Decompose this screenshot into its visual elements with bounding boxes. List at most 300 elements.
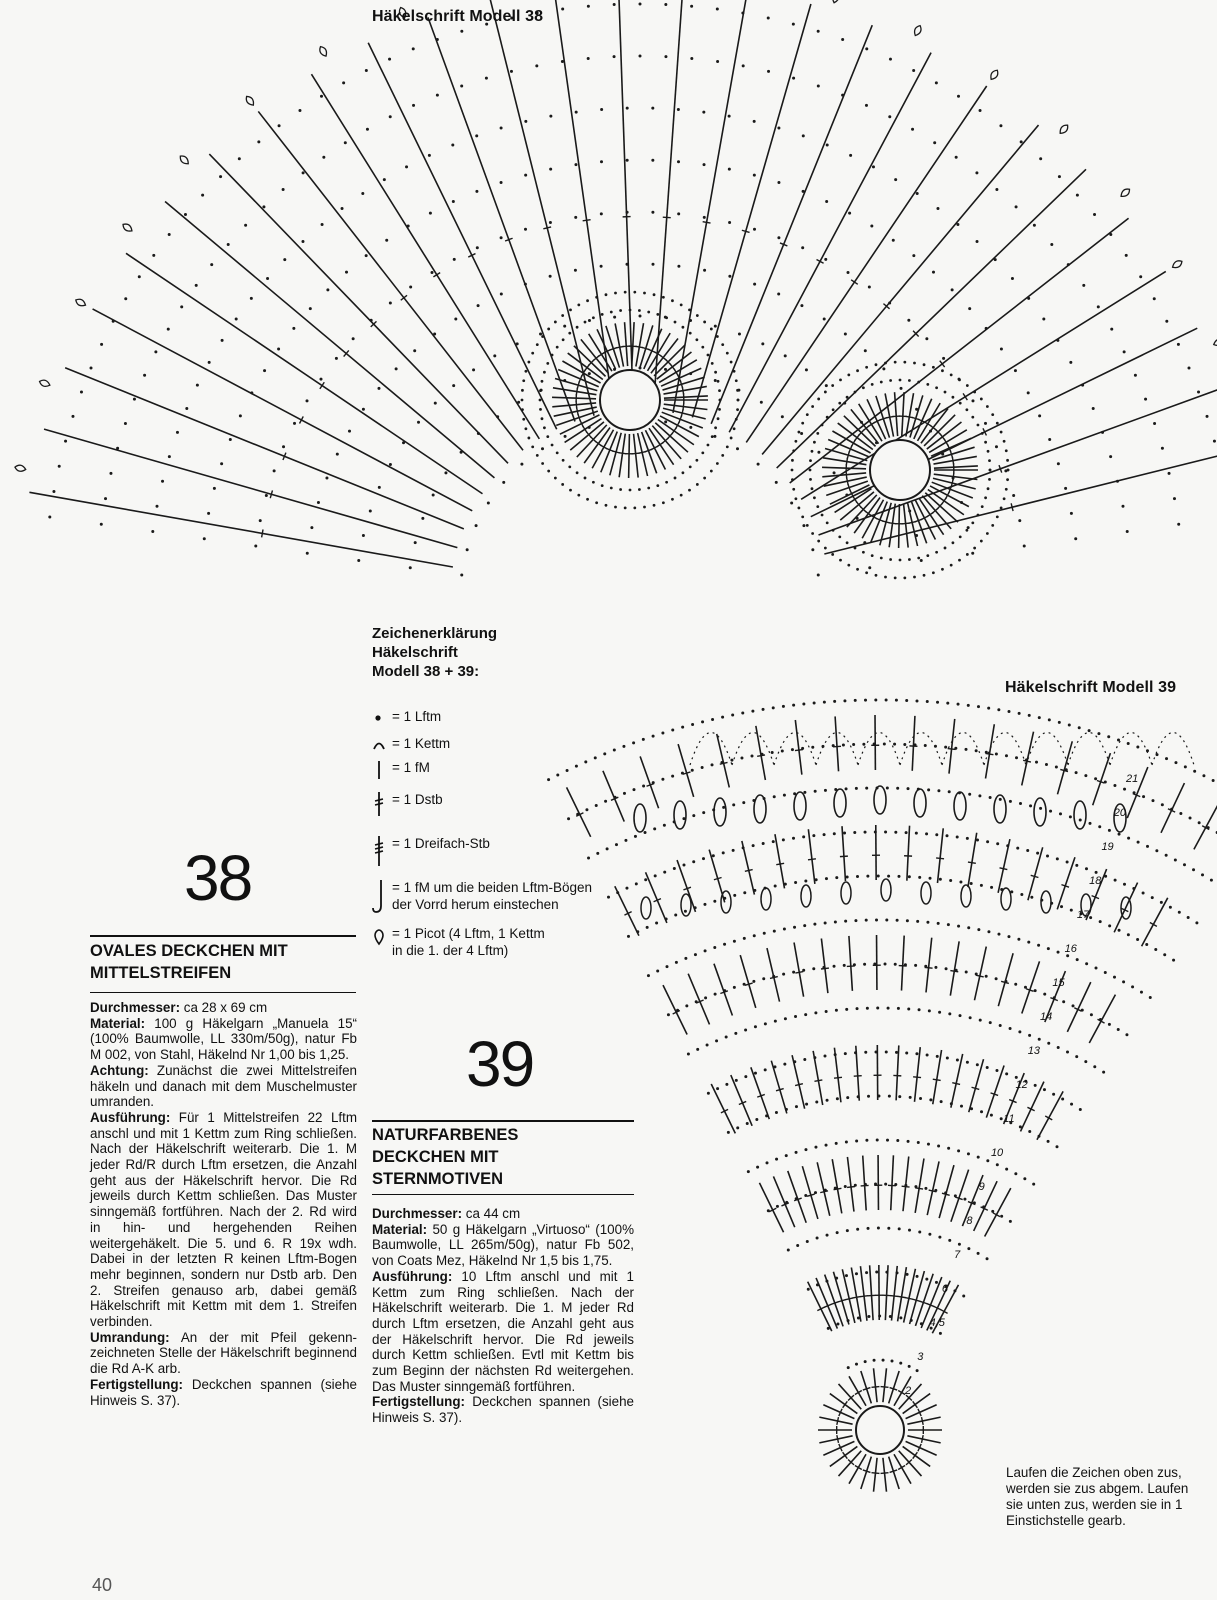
chain-dot <box>722 851 725 854</box>
chain-dot <box>894 963 897 966</box>
chain-dot <box>1028 714 1031 717</box>
chain-dot <box>867 1227 870 1230</box>
chain-dot <box>452 384 455 387</box>
stitch-bar <box>925 967 933 968</box>
chain-dot <box>764 1022 767 1025</box>
chain-dot <box>875 363 878 366</box>
chain-dot <box>845 1008 848 1011</box>
legend-label: = 1 Lftm <box>392 709 442 724</box>
chain-dot <box>1136 938 1139 941</box>
chain-dot <box>282 188 285 191</box>
chain-dot <box>775 1111 778 1114</box>
round-label: 17 <box>1076 909 1090 921</box>
chain-dot <box>549 275 552 278</box>
chain-dot <box>568 465 571 468</box>
chain-dot <box>413 349 416 352</box>
chain-dot <box>1039 157 1042 160</box>
chain-dot <box>689 332 692 335</box>
chain-dot <box>1020 140 1023 143</box>
chain-dot <box>977 1252 980 1255</box>
chain-dot <box>853 831 856 834</box>
chain-dot <box>946 702 949 705</box>
chain-dot <box>541 462 544 465</box>
chain-dot <box>802 835 805 838</box>
stitch-line <box>839 1384 862 1409</box>
chain-dot <box>846 875 849 878</box>
chain-dot <box>714 371 717 374</box>
chain-dot <box>907 787 910 790</box>
chain-dot <box>701 452 704 455</box>
stitch-line <box>746 86 986 442</box>
chain-dot <box>653 504 656 507</box>
chain-dot <box>1156 753 1159 756</box>
chain-dot <box>293 422 296 425</box>
chain-dot <box>824 547 827 550</box>
chain-dot <box>549 221 552 224</box>
chain-dot <box>802 524 805 527</box>
stitch-bar <box>986 753 994 754</box>
chain-dot <box>109 472 112 475</box>
chain-dot <box>977 1156 980 1159</box>
chain-dot <box>1032 1183 1035 1186</box>
chain-dot <box>577 494 580 497</box>
chain-dot <box>794 1015 797 1018</box>
chain-dot <box>283 258 286 261</box>
chain-dot <box>1177 523 1180 526</box>
chain-dot <box>936 1055 939 1058</box>
chain-dot <box>208 361 211 364</box>
chain-dot <box>588 319 591 322</box>
chain-dot <box>344 141 347 144</box>
chain-dot <box>817 85 820 88</box>
round-label: 13 <box>1027 1045 1041 1057</box>
chain-dot <box>791 478 794 481</box>
chain-dot <box>733 894 736 897</box>
stitch-line <box>998 953 1013 1006</box>
chain-dot <box>335 357 338 360</box>
chain-dot <box>377 387 380 390</box>
chain-dot <box>703 216 706 219</box>
stitch-line <box>311 74 539 439</box>
stitch-bar <box>968 862 976 863</box>
star-petal <box>954 792 966 820</box>
chain-dot <box>753 174 756 177</box>
chain-dot <box>897 875 900 878</box>
chain-dot <box>944 746 947 749</box>
chain-dot <box>909 1096 912 1099</box>
chain-dot <box>647 487 650 490</box>
chain-dot <box>865 919 868 922</box>
chain-dot <box>987 707 990 710</box>
stitch-line <box>1194 801 1217 849</box>
chain-dot <box>434 402 437 405</box>
chain-dot <box>801 515 804 518</box>
chain-dot <box>221 339 224 342</box>
chain-dot <box>891 1360 894 1363</box>
chain-dot <box>792 77 795 80</box>
chain-dot <box>536 454 539 457</box>
chain-dot <box>714 379 717 382</box>
chain-dot <box>1201 873 1204 876</box>
stitch-bar <box>1011 503 1013 511</box>
stitch-bar <box>745 870 753 872</box>
chain-dot <box>734 1032 737 1035</box>
chain-dot <box>899 1362 902 1365</box>
chain-dot <box>510 70 513 73</box>
chain-dot <box>875 574 878 577</box>
chain-dot <box>600 212 603 215</box>
chain-dot <box>731 714 734 717</box>
round-label: 21 <box>1126 773 1139 785</box>
chain-dot <box>1005 449 1008 452</box>
stitch-bar <box>902 1186 910 1187</box>
chain-dot <box>694 953 697 956</box>
chain-dot <box>1099 920 1102 923</box>
chain-dot <box>1005 754 1008 757</box>
chain-dot <box>935 386 938 389</box>
chain-dot <box>984 441 987 444</box>
chain-dot <box>714 426 717 429</box>
chain-dot-icon <box>372 709 388 729</box>
chain-dot <box>680 494 683 497</box>
chain-dot <box>684 910 687 913</box>
chain-dot <box>899 379 902 382</box>
chain-dot <box>736 408 739 411</box>
chain-dot <box>1093 213 1096 216</box>
legend-label: = 1 Dstb <box>392 792 443 807</box>
chain-dot <box>168 455 171 458</box>
chain-dot <box>903 743 906 746</box>
stitch-line <box>632 322 634 366</box>
legend-label: = 1 fM um die beiden Lftm-Bögen <box>392 880 592 895</box>
chain-dot <box>475 134 478 137</box>
chain-dot <box>520 463 523 466</box>
stitch-line <box>883 1368 887 1402</box>
legend <box>372 624 632 984</box>
chain-dot <box>395 367 398 370</box>
stitch-line <box>634 434 639 478</box>
chain-dot <box>1090 1013 1093 1016</box>
chain-dot <box>1094 777 1097 780</box>
chain-dot <box>839 378 842 381</box>
stitch-line <box>619 434 625 478</box>
chain-dot <box>569 489 572 492</box>
chain-dot <box>727 1131 730 1134</box>
chain-dot <box>971 399 974 402</box>
chain-dot <box>715 1039 718 1042</box>
chain-dot <box>143 374 146 377</box>
stitch-line <box>664 396 708 398</box>
chain-dot <box>477 304 480 307</box>
chain-dot <box>924 1187 927 1190</box>
chain-dot <box>1198 821 1201 824</box>
picot-mark <box>40 380 50 386</box>
chain-dot <box>938 1011 941 1014</box>
chain-dot <box>817 451 820 454</box>
chain-dot <box>846 396 849 399</box>
chain-dot <box>908 875 911 878</box>
star-petal <box>914 789 926 817</box>
chain-dot <box>812 834 815 837</box>
chain-dot <box>1126 530 1129 533</box>
chain-dot <box>707 1092 710 1095</box>
chain-dot <box>460 85 463 88</box>
chain-dot <box>965 971 968 974</box>
chain-dot <box>1037 944 1040 947</box>
chain-dot <box>946 834 949 837</box>
chain-dot <box>987 487 990 490</box>
chain-dot <box>263 369 266 372</box>
chain-dot <box>862 386 865 389</box>
stitch-bar <box>845 1298 853 1300</box>
model-38-instructions <box>90 1000 357 1408</box>
chain-dot <box>821 424 824 427</box>
chain-dot <box>562 338 565 341</box>
stitch-line <box>1089 995 1115 1043</box>
chain-dot <box>755 1118 758 1121</box>
chain-dot <box>817 398 820 401</box>
chain-dot <box>757 463 760 466</box>
chain-dot <box>794 440 797 443</box>
chain-dot <box>942 357 945 360</box>
chain-dot <box>766 1161 769 1164</box>
chain-dot <box>762 977 765 980</box>
chain-dot <box>1003 497 1006 500</box>
chain-dot <box>685 1004 688 1007</box>
chain-dot <box>1179 812 1182 815</box>
stitch-line <box>653 0 683 410</box>
chain-dot <box>227 243 230 246</box>
chain-dot <box>476 246 479 249</box>
note-line: Einstichstelle gearb. <box>1006 1513 1126 1528</box>
chain-dot <box>800 304 803 307</box>
chain-dot <box>862 743 865 746</box>
chain-dot <box>541 335 544 338</box>
stitch-bar <box>808 859 816 860</box>
chain-dot <box>996 515 999 518</box>
chain-dot <box>816 505 819 508</box>
star-petal <box>681 894 691 916</box>
paragraph-material: Material: 50 g Häkelgarn „Virtuoso“ (100% Baumwolle, LL 265m/50g), natur Fb 502, von Coats Mez, Häkelnd Nr 1,5 bis 1,75. <box>372 1221 634 1269</box>
chain-dot <box>1213 440 1216 443</box>
chain-dot <box>865 571 868 574</box>
chain-dot <box>784 354 787 357</box>
chain-dot <box>977 705 980 708</box>
chain-dot <box>378 486 381 489</box>
chain-dot <box>1007 469 1010 472</box>
chain-dot <box>806 524 809 527</box>
chain-dot <box>1127 837 1130 840</box>
chain-dot <box>444 471 447 474</box>
chain-dot <box>1062 1000 1065 1003</box>
chain-dot <box>792 449 795 452</box>
chain-dot <box>1000 348 1003 351</box>
stitch-bar <box>860 1296 868 1297</box>
chain-dot <box>716 335 719 338</box>
chain-dot <box>207 512 210 515</box>
chain-dot <box>1009 1027 1012 1030</box>
chain-dot <box>894 361 897 364</box>
chain-dot <box>124 297 127 300</box>
chain-dot <box>429 212 432 215</box>
model-39-title-line2: DECKCHEN MIT <box>372 1148 499 1166</box>
chain-dot <box>813 441 816 444</box>
stitch-bar <box>770 977 778 979</box>
chain-dot <box>823 833 826 836</box>
chain-dot <box>689 426 692 429</box>
chain-dot <box>995 752 998 755</box>
chain-dot <box>1014 1172 1017 1175</box>
scallop <box>732 733 774 766</box>
stitch-bar <box>833 746 841 747</box>
chain-dot <box>259 519 262 522</box>
chain-dot <box>643 292 646 295</box>
chain-dot <box>936 701 939 704</box>
chain-dot <box>844 1052 847 1055</box>
chain-dot <box>854 547 857 550</box>
chain-dot <box>1007 935 1010 938</box>
chain-dot <box>1006 478 1009 481</box>
chain-dot <box>574 269 577 272</box>
round-label: 6 <box>941 1283 948 1295</box>
chain-dot <box>929 1098 932 1101</box>
chain-dot <box>352 337 355 340</box>
chain-dot <box>601 313 604 316</box>
stitch-line <box>792 1055 805 1109</box>
chain-dot <box>987 450 990 453</box>
chain-dot <box>133 398 136 401</box>
chain-dot <box>841 38 844 41</box>
chain-dot <box>835 876 838 879</box>
paragraph-fertigstellung: Fertigstellung: Deckchen spannen (siehe Hinweis S. 37). <box>90 1376 357 1408</box>
chain-dot <box>1082 284 1085 287</box>
chain-dot <box>833 471 836 474</box>
chain-dot <box>421 517 424 520</box>
chain-dot <box>345 271 348 274</box>
chain-dot <box>815 1101 818 1104</box>
chain-dot <box>813 701 816 704</box>
chain-dot <box>1029 804 1032 807</box>
stitch-line <box>714 964 732 1016</box>
star-petal <box>1001 888 1011 910</box>
chain-dot <box>753 934 756 937</box>
chain-dot <box>845 1274 848 1277</box>
chain-dot <box>926 700 929 703</box>
chain-dot <box>916 1275 919 1278</box>
chain-dot <box>980 884 983 887</box>
chain-dot <box>918 876 921 879</box>
chain-dot <box>1195 921 1198 924</box>
chain-dot <box>1015 205 1018 208</box>
paragraph-durchmesser: Durchmesser: ca 28 x 69 cm <box>90 1000 268 1015</box>
chain-dot <box>661 732 664 735</box>
chain-dot <box>389 301 392 304</box>
chain-dot <box>1005 1072 1008 1075</box>
chain-dot <box>336 453 339 456</box>
stitch-bar <box>922 1417 924 1425</box>
chain-dot <box>913 362 916 365</box>
chain-dot <box>663 871 666 874</box>
stitch-bar <box>898 1296 906 1297</box>
chain-dot <box>1108 924 1111 927</box>
round-label: 2 <box>905 1385 912 1397</box>
chain-dot <box>950 564 953 567</box>
chain-dot <box>918 1230 921 1233</box>
stitch-line <box>904 504 909 548</box>
chain-dot <box>405 165 408 168</box>
chain-dot <box>1060 905 1063 908</box>
chain-dot <box>886 1139 889 1142</box>
stitch-line <box>910 1271 925 1324</box>
chain-dot <box>917 1141 920 1144</box>
chain-dot <box>614 292 617 295</box>
chain-dot <box>775 1158 778 1161</box>
chain-dot <box>876 1007 879 1010</box>
chain-dot <box>885 1051 888 1054</box>
chain-dot <box>651 263 654 266</box>
stitch-line <box>490 0 594 416</box>
chain-dot <box>1030 896 1033 899</box>
chain-dot <box>797 507 800 510</box>
scallop <box>774 733 816 766</box>
stitch-bar <box>814 1080 822 1081</box>
chain-dot <box>1131 985 1134 988</box>
chain-dot <box>944 547 947 550</box>
chain-dot <box>884 362 887 365</box>
chain-dot <box>783 794 786 797</box>
stitch-bar <box>861 1185 869 1186</box>
chain-dot <box>948 790 951 793</box>
chain-dot <box>647 974 650 977</box>
chain-dot <box>908 558 911 561</box>
chain-dot <box>1016 847 1019 850</box>
scallop <box>1110 733 1152 766</box>
chain-dot <box>823 317 826 320</box>
chain-dot <box>539 408 542 411</box>
chain-dot <box>595 501 598 504</box>
chain-dot <box>966 1061 969 1064</box>
chain-dot <box>826 144 829 147</box>
chain-dot <box>680 303 683 306</box>
chain-dot <box>965 529 968 532</box>
chain-dot <box>967 926 970 929</box>
chain-dot <box>536 343 539 346</box>
stitch-line <box>767 948 780 1002</box>
chain-dot <box>856 369 859 372</box>
chain-dot <box>1050 243 1053 246</box>
chain-dot <box>702 857 705 860</box>
chain-dot <box>451 144 454 147</box>
chain-dot <box>600 108 603 111</box>
diagram-39-title: Häkelschrift Modell 39 <box>1005 679 1177 696</box>
chain-dot <box>932 271 935 274</box>
stitch-line <box>907 1417 940 1424</box>
stitch-bar <box>871 1387 879 1388</box>
chain-dot <box>986 840 989 843</box>
chain-dot <box>362 408 365 411</box>
chain-dot <box>348 430 351 433</box>
chain-dot <box>1076 194 1079 197</box>
chain-dot <box>969 1016 972 1019</box>
chain-dot <box>985 975 988 978</box>
stitch-line <box>874 1458 878 1492</box>
stitch-line <box>813 1051 823 1105</box>
chain-dot <box>1003 440 1006 443</box>
chain-dot <box>273 469 276 472</box>
chain-dot <box>767 16 770 19</box>
chain-dot <box>725 1036 728 1039</box>
note-line: Laufen die Zeichen oben zus, <box>1006 1465 1182 1480</box>
